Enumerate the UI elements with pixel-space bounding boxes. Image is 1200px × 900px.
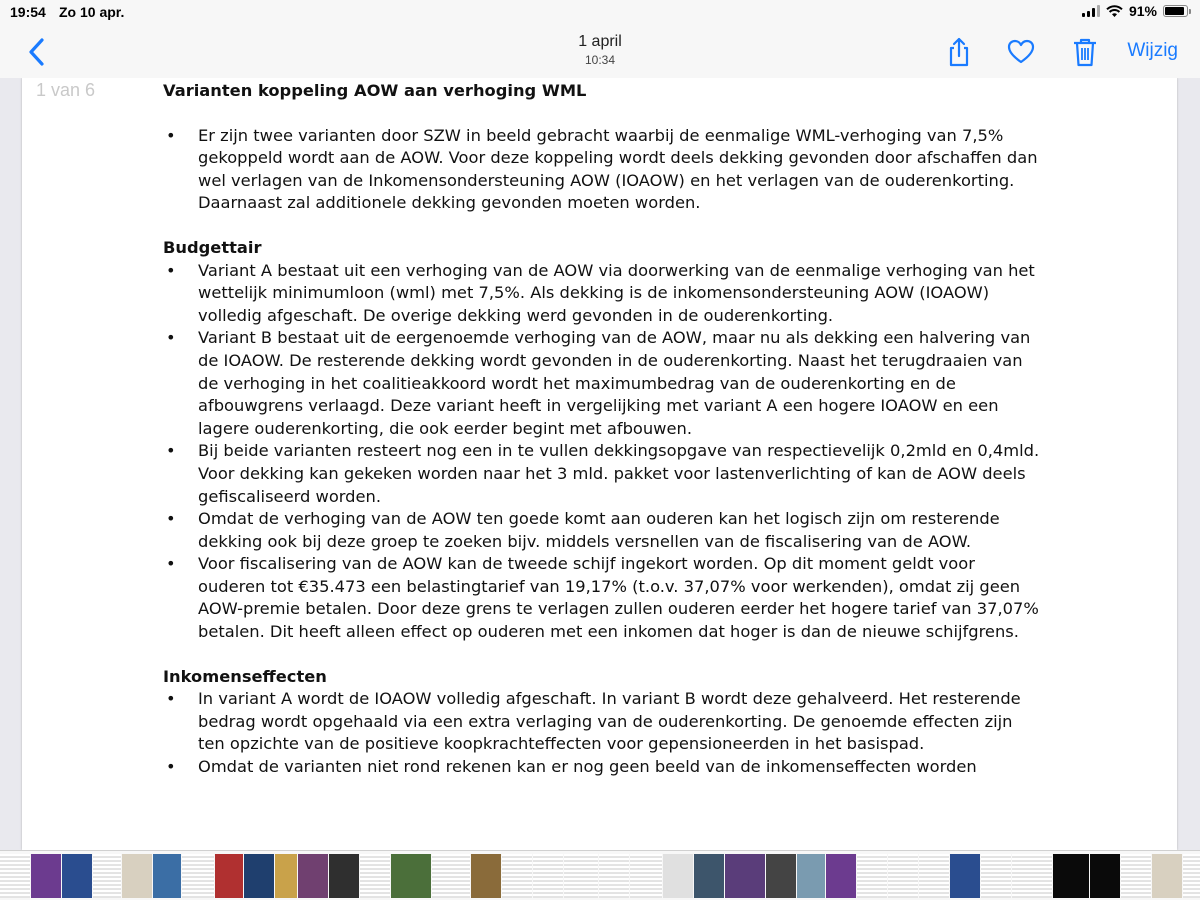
page-thumbnail[interactable] xyxy=(182,854,214,898)
back-chevron-icon[interactable] xyxy=(24,36,52,68)
section-heading-budgettair: Budgettair xyxy=(163,237,262,257)
page-thumbnail[interactable] xyxy=(471,854,501,898)
page-thumbnail[interactable] xyxy=(1090,854,1120,898)
list-item: • Bij beide varianten resteert nog een in te vullen dekkingsopgave van respectievelijk 0,2mld en 0,4mld. Voor dekking kan gekeken worden naar het 3 mld. pakket voor lastenverlichting of kan de AOW deels gefiscaliseerd worden. xyxy=(163,440,1043,508)
list-item: • In variant A wordt de IOAOW volledig afgeschaft. In variant B wordt deze gehalveerd. Het resterende bedrag wordt opgehaald via een extra verlaging van de ouderenkorting. De genoemde effecten zijn ten opzichte van de positieve koopkrachteffecten voor gepensioneerden in het basispad. xyxy=(163,688,1043,756)
page-thumbnail[interactable] xyxy=(797,854,825,898)
page-thumbnail[interactable] xyxy=(564,854,598,898)
battery-level xyxy=(1165,7,1184,15)
page-thumbnail[interactable] xyxy=(981,854,1011,898)
page-thumbnail[interactable] xyxy=(1152,854,1182,898)
document-title: Varianten koppeling AOW aan verhoging WML xyxy=(163,81,587,100)
page-thumbnail[interactable] xyxy=(122,854,152,898)
page-thumbnail[interactable] xyxy=(93,854,121,898)
page-thumbnail[interactable] xyxy=(275,854,297,898)
page-thumbnail[interactable] xyxy=(694,854,724,898)
section-heading-inkomenseffecten: Inkomenseffecten xyxy=(163,666,327,686)
status-date: Zo 10 apr. xyxy=(59,4,125,20)
wifi-icon xyxy=(1106,5,1123,18)
list-item: • Omdat de verhoging van de AOW ten goede komt aan ouderen kan het logisch zijn om resterende dekking ook bij deze groep te zoeken bijv. middels versnellen van de fiscalisering van de AOW. xyxy=(163,508,1043,553)
page-thumbnail[interactable] xyxy=(153,854,181,898)
page-thumbnail[interactable] xyxy=(502,854,532,898)
page-thumbnail[interactable] xyxy=(1183,854,1200,898)
page-indicator: 1 van 6 xyxy=(36,80,96,100)
edit-button[interactable]: Wijzig xyxy=(1127,40,1178,61)
list-item: • Omdat de varianten niet rond rekenen kan er nog geen beeld van de inkomenseffecten worden xyxy=(163,756,1043,779)
page-thumbnail[interactable] xyxy=(1053,854,1089,898)
list-item: • Voor fiscalisering van de AOW kan de tweede schijf ingekort worden. Op dit moment geldt voor ouderen tot €35.473 een belastingtarief van 19,17% (t.o.v. 37,07% voor werkenden), omdat zij geen AOW-premie betalen. Door deze grens te verlagen zullen ouderen eerder het hogere tarief van 37,07% betalen. Dit heeft alleen effect op ouderen met een inkomen dat hoger is dan de nieuwe schijfgrens. xyxy=(163,553,1043,643)
nav-title xyxy=(500,33,700,67)
status-bar xyxy=(0,0,1200,24)
document-content xyxy=(163,80,1043,779)
heart-icon[interactable] xyxy=(1006,36,1036,68)
page-thumbnail[interactable] xyxy=(62,854,92,898)
page-thumbnail[interactable] xyxy=(329,854,359,898)
thumbnail-strip[interactable] xyxy=(0,850,1200,900)
page-thumbnail[interactable] xyxy=(826,854,856,898)
status-time: 19:54 xyxy=(10,4,46,20)
nav-time: 10:34 xyxy=(584,53,616,67)
page-thumbnail[interactable] xyxy=(766,854,796,898)
battery-icon xyxy=(1163,5,1188,17)
page-thumbnail[interactable] xyxy=(0,854,30,898)
signal-icon xyxy=(1082,5,1100,17)
page-thumbnail[interactable] xyxy=(663,854,693,898)
status-indicators xyxy=(1082,3,1188,19)
page-thumbnail[interactable] xyxy=(950,854,980,898)
navigation-bar xyxy=(0,24,1200,78)
page-thumbnail[interactable] xyxy=(1121,854,1151,898)
page-thumbnail[interactable] xyxy=(432,854,470,898)
page-thumbnail[interactable] xyxy=(244,854,274,898)
page-thumbnail[interactable] xyxy=(725,854,765,898)
page-thumbnail[interactable] xyxy=(391,854,431,898)
page-thumbnail[interactable] xyxy=(599,854,629,898)
inkomenseffecten-list xyxy=(163,688,1043,778)
share-icon[interactable] xyxy=(944,36,974,68)
page-thumbnail[interactable] xyxy=(215,854,243,898)
nav-date: 1 april xyxy=(578,33,622,50)
intro-list xyxy=(163,125,1043,215)
trash-icon[interactable] xyxy=(1070,36,1100,68)
page-thumbnail[interactable] xyxy=(298,854,328,898)
page-thumbnail[interactable] xyxy=(857,854,887,898)
page-thumbnail[interactable] xyxy=(1012,854,1052,898)
page-thumbnail[interactable] xyxy=(360,854,390,898)
intro-bullet: • Er zijn twee varianten door SZW in beeld gebracht waarbij de eenmalige WML-verhoging van 7,5% gekoppeld wordt aan de AOW. Voor deze koppeling wordt deels dekking gevonden door afschaffen dan wel verlagen van de Inkomensondersteuning AOW (IOAOW) en het verlagen van de ouderenkorting. Daarnaast zal additionele dekking gevonden moeten worden. xyxy=(163,125,1043,215)
battery-percentage: 91% xyxy=(1128,3,1157,19)
page-thumbnail[interactable] xyxy=(31,854,61,898)
budgettair-list xyxy=(163,260,1043,644)
page-thumbnail[interactable] xyxy=(888,854,918,898)
page-thumbnail[interactable] xyxy=(919,854,949,898)
list-item: • Variant B bestaat uit de eergenoemde verhoging van de AOW, maar nu als dekking een halvering van de IOAOW. De resterende dekking wordt gevonden in de ouderenkorting. Naast het terugdraaien van de verhoging in het coalitieakkoord wordt het maximumbedrag van de ouderenkorting en de afbouwgrens verlaagd. Deze variant heeft in vergelijking met variant A een hogere IOAOW en een lagere ouderenkorting, die ook eerder begint met afbouwen. xyxy=(163,327,1043,440)
page-thumbnail[interactable] xyxy=(630,854,662,898)
list-item: • Variant A bestaat uit een verhoging van de AOW via doorwerking van de eenmalige verhoging van het wettelijk minimumloon (wml) met 7,5%. Als dekking is de inkomensondersteuning AOW (IOAOW) volledig afgeschaft. De overige dekking werd gevonden in de ouderenkorting. xyxy=(163,260,1043,328)
page-thumbnail[interactable] xyxy=(533,854,563,898)
